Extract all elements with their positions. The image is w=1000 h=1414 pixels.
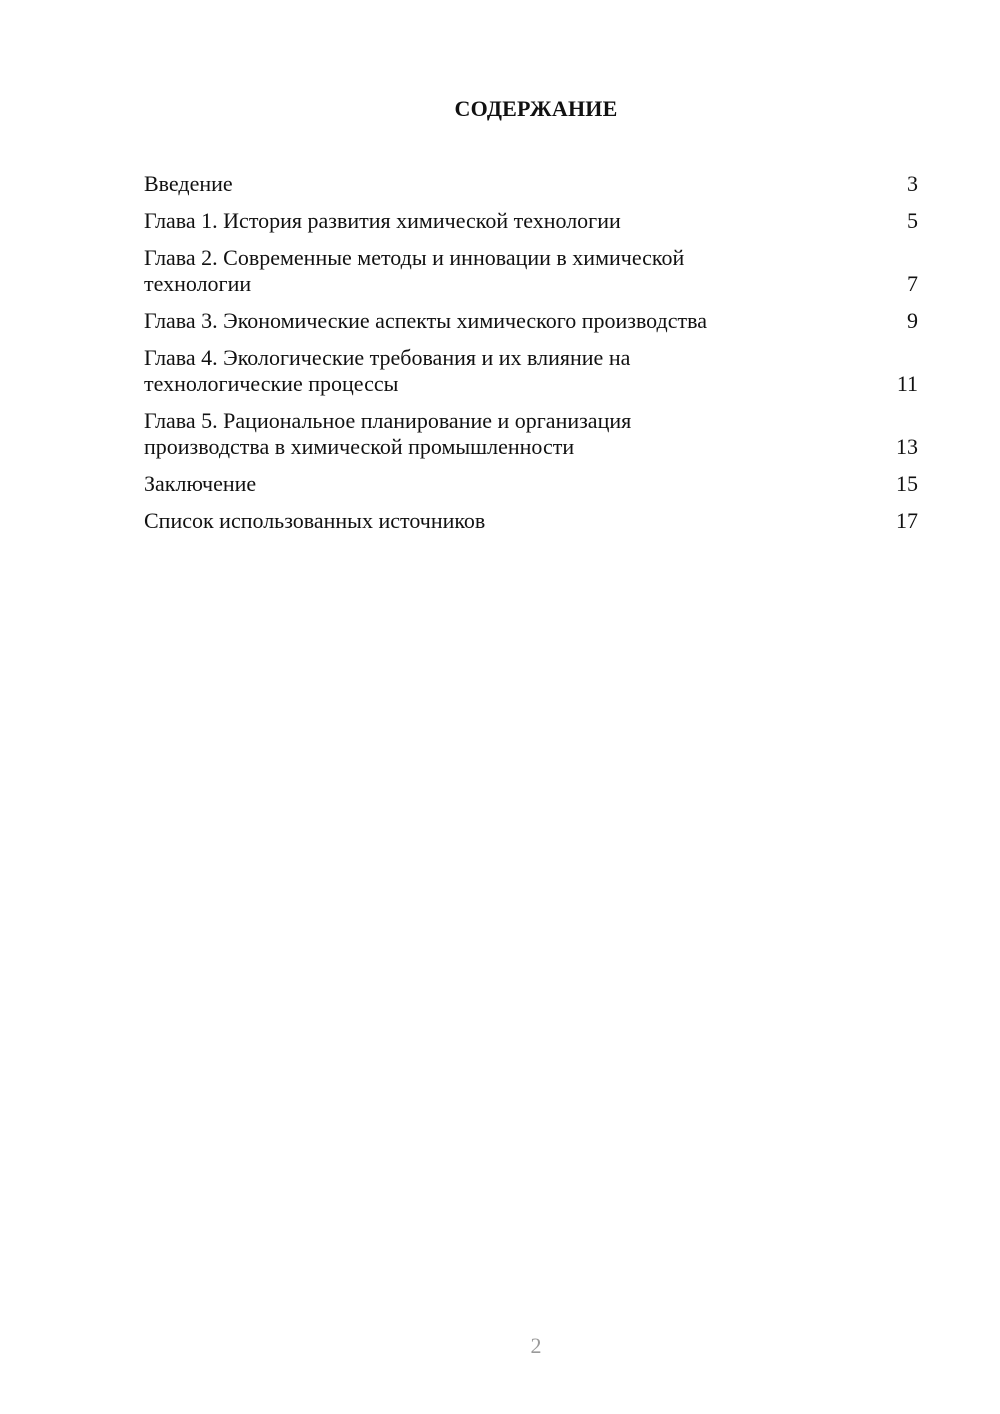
toc-entry-page: 3 xyxy=(907,171,918,196)
toc-entry xyxy=(144,208,918,234)
toc-entry-title: Глава 5. Рациональное планирование и организация производства в химической промышленности xyxy=(144,408,632,459)
toc-entry-title: Глава 2. Современные методы и инновации в химической технологии xyxy=(144,245,685,296)
toc-entry xyxy=(144,171,918,197)
toc-entry-page: 9 xyxy=(907,308,918,333)
toc-entry xyxy=(144,508,918,534)
toc-entry-page: 7 xyxy=(907,271,918,296)
toc-entry-title: Глава 3. Экономические аспекты химического производства xyxy=(144,308,707,333)
toc-entry-title: Список использованных источников xyxy=(144,508,486,533)
table-of-contents xyxy=(144,171,918,545)
toc-entry-page: 5 xyxy=(907,208,918,233)
toc-entry-page: 13 xyxy=(896,434,918,459)
toc-entry xyxy=(144,245,918,297)
toc-heading: СОДЕРЖАНИЕ xyxy=(454,96,618,121)
toc-entry-title: Заключение xyxy=(144,471,257,496)
toc-entry xyxy=(144,408,918,460)
toc-entry-title: Введение xyxy=(144,171,233,196)
toc-entry xyxy=(144,345,918,397)
page-number: 2 xyxy=(530,1333,542,1358)
toc-entry-page: 15 xyxy=(896,471,918,496)
toc-entry xyxy=(144,308,918,334)
toc-entry-page: 11 xyxy=(896,371,918,396)
toc-entry-title: Глава 1. История развития химической технологии xyxy=(144,208,621,233)
toc-entry-title: Глава 4. Экологические требования и их влияние на технологические процессы xyxy=(144,345,631,396)
toc-entry-page: 17 xyxy=(896,508,918,533)
toc-entry xyxy=(144,471,918,497)
